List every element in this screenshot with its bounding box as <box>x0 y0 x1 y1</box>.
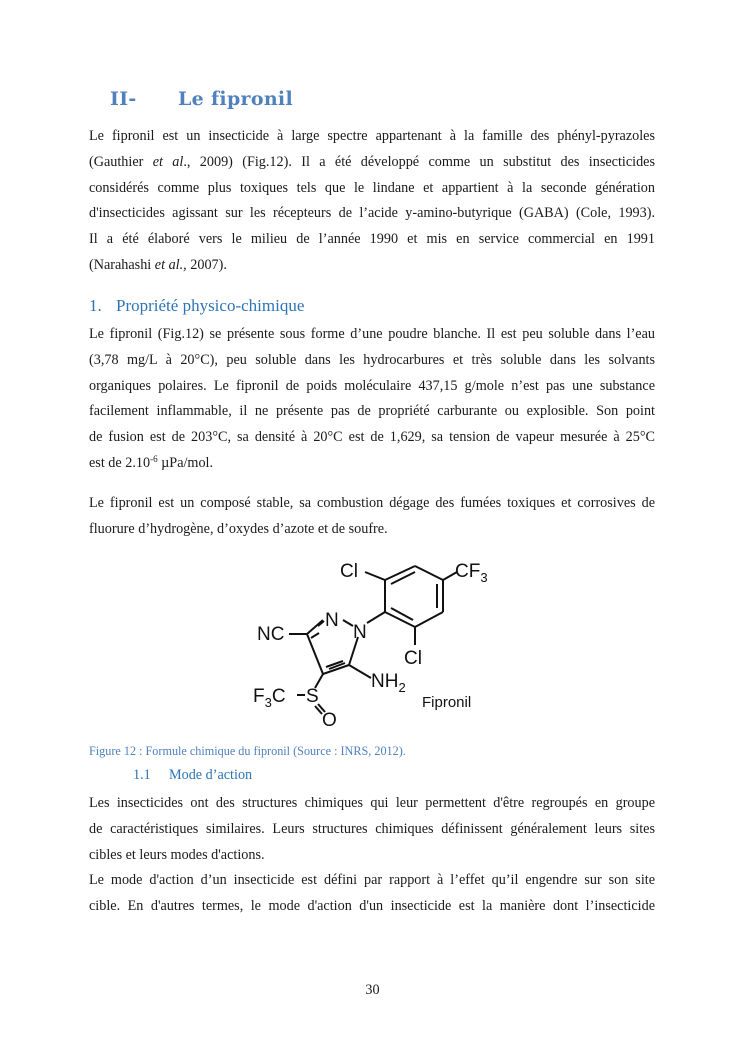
section-number: II- <box>110 88 137 110</box>
atom-o: O <box>322 710 337 730</box>
text-line: Le mode d'action d’un insecticide est défini par rapport à l’effet qu’il engendre sur son site <box>89 872 655 889</box>
atom-cf3: $CF_3$ <box>455 561 488 585</box>
properties-paragraph <box>89 322 655 477</box>
text-line: de fusion est de 203°C, sa densité à 20°C est de 1,629, sa tension de vapeur mesurée à 25°C <box>89 429 655 446</box>
page-number: 30 <box>365 982 380 998</box>
text-run: est de 2.10 <box>89 454 151 471</box>
text-line: cibles et leurs modes d'actions. <box>89 846 265 863</box>
text-line: Les insecticides ont des structures chimiques qui leur permettent d'être regroupés en groupe <box>89 795 655 811</box>
subsubsection-title: Mode d’action <box>169 767 253 783</box>
section-heading <box>110 88 293 110</box>
italic-run: et al <box>152 153 184 170</box>
intro-paragraph <box>89 124 655 279</box>
text-line: fluorure d’hydrogène, d’oxydes d’azote et de soufre. <box>89 520 388 537</box>
superscript: -6 <box>150 453 158 464</box>
text-line: cible. En d'autres termes, le mode d'action d'un insecticide est la manière dont l’insecticide <box>89 898 655 915</box>
atom-n1: N <box>325 610 339 631</box>
atom-n2: N <box>353 622 367 643</box>
text-line: Il a été élaboré vers le milieu de l’année 1990 et mis en service commercial en 1991 <box>89 231 655 248</box>
text-line: facilement inflammable, il ne présente pas de propriété carburante ou explosible. Son point <box>89 403 655 420</box>
text-run: (Narahashi <box>89 256 155 273</box>
text-line: (3,78 mg/L à 20°C), peu soluble dans les hydrocarbures et très soluble dans les solvants <box>89 351 655 368</box>
text-line: de caractéristiques similaires. Leurs structures chimiques définissent généralement leurs sites <box>89 820 655 837</box>
atom-s: S <box>306 686 319 707</box>
fipronil-structure-figure <box>245 550 495 730</box>
mode-action-paragraph <box>89 791 655 920</box>
text-line: Le fipronil est un composé stable, sa combustion dégage des fumées toxiques et corrosives de <box>89 495 655 511</box>
text-run: ., 2009) (Fig.12). Il a été développé comme un substitut des insecticides <box>183 153 655 170</box>
text-line <box>89 253 655 279</box>
text-line <box>89 451 655 477</box>
chemical-structure <box>245 550 495 730</box>
text-line: Le fipronil (Fig.12) se présente sous forme d’une poudre blanche. Il est peu soluble dans l’eau <box>89 326 655 342</box>
subsection-heading <box>89 296 304 316</box>
italic-run: et al., <box>154 256 187 273</box>
atom-f3c: $F_3C$ <box>253 686 286 710</box>
text-line: organiques polaires. Le fipronil de poids moléculaire 437,15 g/mole n’est pas une substance <box>89 377 655 394</box>
atom-cl-bottom: Cl <box>404 648 422 669</box>
subsubsection-heading <box>133 767 252 784</box>
figure-caption: Figure 12 : Formule chimique du fipronil (Source : INRS, 2012). <box>89 744 406 758</box>
text-line <box>89 150 655 176</box>
text-run: 2007). <box>186 256 227 273</box>
atom-nc: NC <box>257 624 285 645</box>
atom-cl-top: Cl <box>340 561 358 582</box>
text-line: Le fipronil est un insecticide à large spectre appartenant à la famille des phényl-pyrazoles <box>89 128 655 144</box>
text-line: d'insecticides agissant sur les récepteurs de l’acide y-amino-butyrique (GABA) (Cole, 1993). <box>89 205 655 222</box>
stability-paragraph <box>89 491 655 543</box>
subsection-number: 1. <box>89 296 102 315</box>
atom-labels <box>253 561 488 730</box>
subsubsection-number: 1.1 <box>133 767 151 783</box>
atom-nh2: $NH_2$ <box>371 671 406 695</box>
text-run: µPa/mol. <box>157 454 214 471</box>
subsection-title: Propriété physico-chimique <box>116 296 305 315</box>
figure-label: Fipronil <box>422 694 472 711</box>
section-title: Le fipronil <box>178 88 293 110</box>
text-line: considérés comme plus toxiques tels que le lindane et appartient à la seconde génération <box>89 179 655 196</box>
text-run: (Gauthier <box>89 153 153 170</box>
